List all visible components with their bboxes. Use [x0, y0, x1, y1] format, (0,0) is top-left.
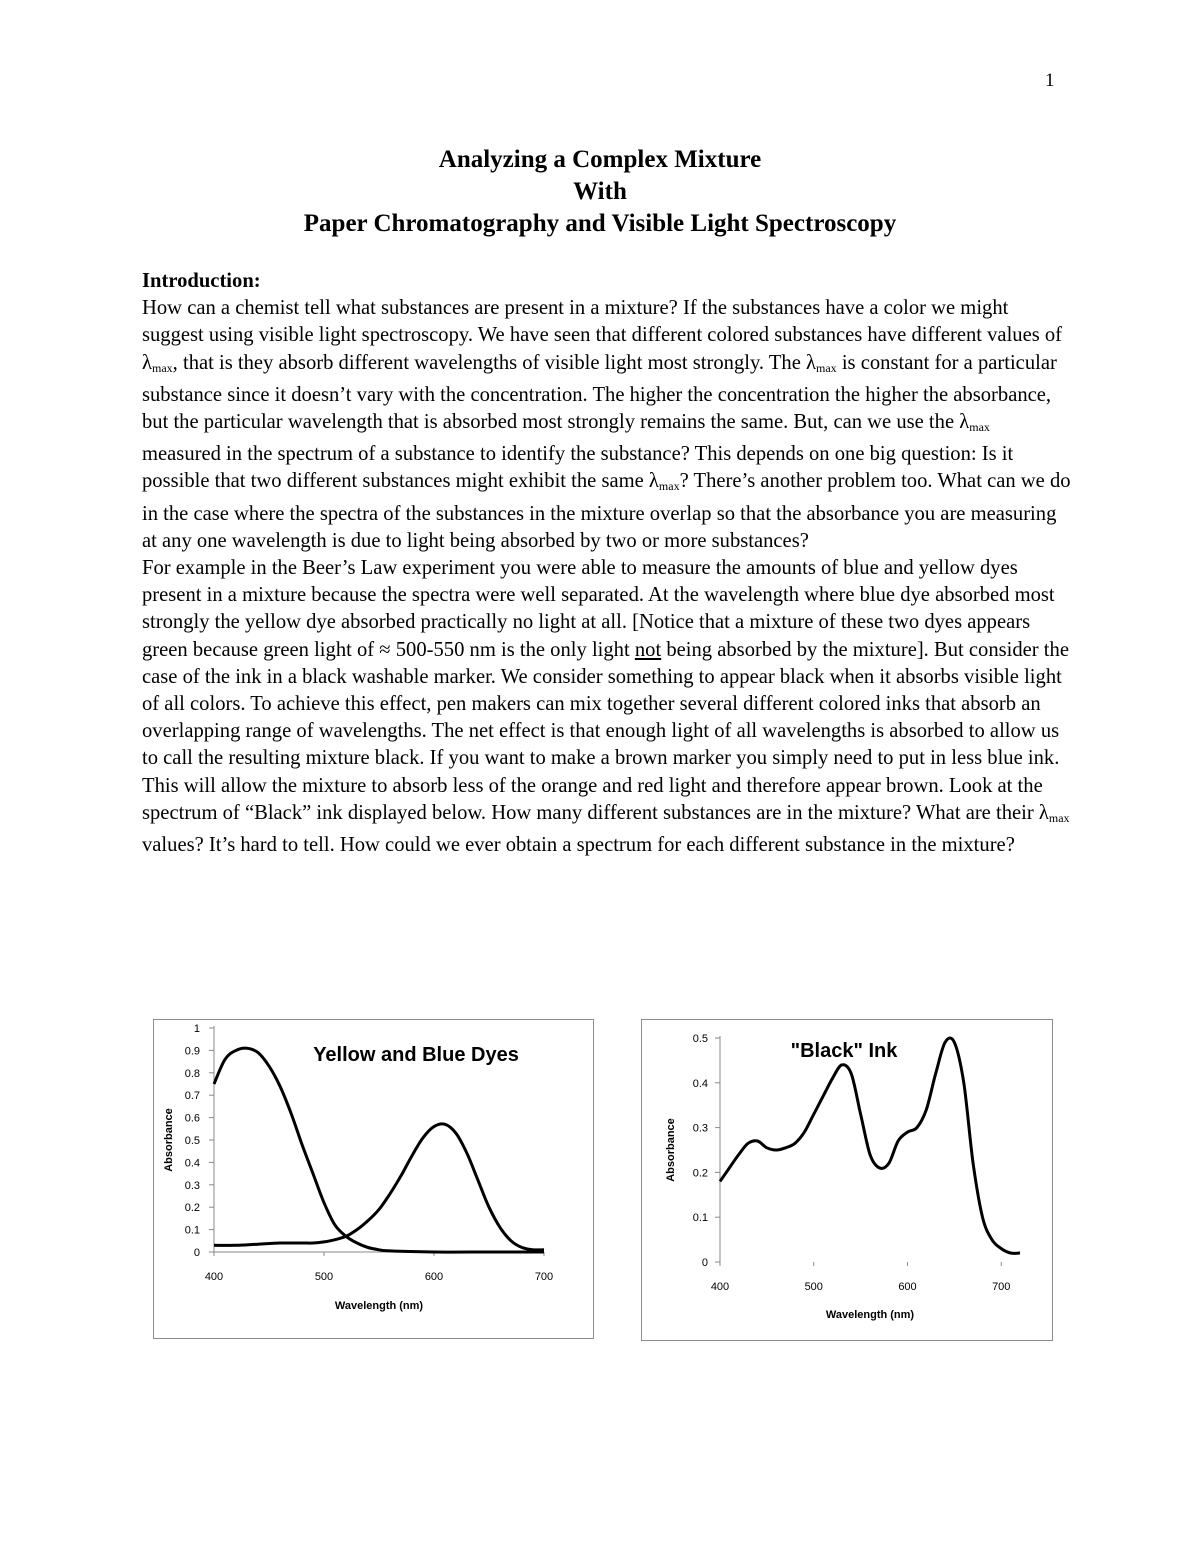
text-run: How can a chemist tell what substances are present in a mixture? If the substances have a color we might suggest using visible light spectroscopy. We have seen that different colored substances have different values of λ	[142, 297, 1063, 374]
lambda-subscript: max	[1048, 810, 1070, 825]
lambda-subscript: max	[969, 420, 990, 435]
x-tick-label: 600	[898, 1281, 917, 1293]
chart-svg	[642, 1020, 1052, 1340]
y-tick-label: 0.9	[184, 1045, 200, 1058]
lambda-subscript: max	[816, 360, 837, 375]
chart-title: Yellow and Blue Dyes	[313, 1044, 519, 1066]
y-tick-label: 0.6	[184, 1112, 200, 1125]
text-run: values? It’s hard to tell. How could we ever obtain a spectrum for each different substance in the mixture?	[142, 834, 1015, 857]
y-tick-label: 0.2	[184, 1202, 200, 1215]
y-tick-label: 0.5	[692, 1033, 708, 1045]
x-tick-label: 500	[804, 1281, 823, 1293]
black-ink-chart	[641, 1019, 1053, 1341]
text-run: ? There’s another problem too. What can we do in the case where the spectra of the substances in the mixture overlap so that the absorbance you are measuring at any one wavelength is due to light being absorbed by two or more substances?	[142, 470, 1071, 552]
y-tick-label: 0.3	[692, 1122, 708, 1135]
series-line-blue-dye	[214, 1124, 544, 1250]
yellow-blue-dyes-chart	[153, 1019, 594, 1339]
chart-title: "Black" Ink	[790, 1040, 898, 1062]
y-tick-label: 0.4	[184, 1157, 200, 1170]
y-tick-label: 0.4	[692, 1077, 708, 1090]
lambda-subscript: max	[152, 360, 173, 375]
lambda-subscript: max	[658, 479, 680, 494]
text-run: , that is they absorb different wavelengths of visible light most strongly. The λ	[172, 351, 817, 374]
y-tick-label: 0.7	[184, 1090, 200, 1103]
series-line-yellow-dye	[214, 1048, 544, 1252]
y-tick-label: 0.3	[184, 1179, 200, 1192]
y-tick-label: 0.5	[184, 1135, 200, 1147]
y-axis-label: Absorbance	[665, 1118, 677, 1182]
y-tick-label: 1	[193, 1023, 200, 1035]
intro-paragraph-1	[142, 295, 1072, 555]
underlined-not: not	[634, 638, 662, 661]
y-tick-label: 0.1	[692, 1212, 708, 1225]
x-tick-label: 400	[204, 1271, 224, 1283]
title-line-2: With	[573, 178, 627, 205]
document-title	[0, 144, 1200, 240]
chart-svg	[154, 1020, 593, 1338]
introduction-section	[142, 268, 1072, 859]
x-axis-label: Wavelength (nm)	[825, 1309, 915, 1321]
text-run: For example in the Beer’s Law experiment you were able to measure the amounts of blue and yellow dyes present in a mixture because the spectra were well separated. At the wavelength where blue dye absorbed most strongly the yellow dye absorbed practically no light at all. [Notice that a mixture of these two dyes appears green because green light of ≈ 500-550 nm is the only light	[142, 557, 1055, 661]
text-run: is constant for a particular substance since it doesn’t vary with the concentration. The higher the concentration the higher the absorbance, but the particular wavelength that is absorbed most strongly remains the same. But, can we use the λ	[142, 351, 1057, 434]
title-line-1: Analyzing a Complex Mixture	[438, 146, 762, 173]
y-tick-label: 0.2	[692, 1167, 708, 1180]
x-tick-label: 700	[992, 1281, 1011, 1293]
page-number: 1	[1045, 70, 1055, 91]
title-line-3: Paper Chromatography and Visible Light Spectroscopy	[303, 210, 897, 237]
text-run: measured in the spectrum of a substance to identify the substance? This depends on one big question: Is it possible that two different substances might exhibit the same λ	[142, 443, 1014, 493]
y-tick-label: 0	[193, 1247, 200, 1259]
x-tick-label: 400	[710, 1281, 730, 1293]
text-run: being absorbed by the mixture]. But consider the case of the ink in a black washable marker. We consider something to appear black when it absorbs visible light of all colors. To achieve this effect, pen makers can mix together several different colored inks that absorb an overlapping range of wavelengths. The net effect is that enough light of all wavelengths is absorbed to allow us to call the resulting mixture black. If you want to make a brown marker you simply need to put in less blue ink. This will allow the mixture to absorb less of the orange and red light and therefore appear brown. Look at the spectrum of “Black” ink displayed below. How many different substances are in the mixture? What are their λ	[142, 638, 1069, 824]
intro-paragraph-2	[142, 555, 1072, 859]
x-tick-label: 700	[534, 1271, 554, 1283]
series-line-black-ink	[720, 1038, 1020, 1253]
y-tick-label: 0.1	[184, 1224, 200, 1237]
y-axis-label: Absorbance	[163, 1108, 175, 1172]
x-tick-label: 600	[424, 1271, 444, 1283]
x-tick-label: 500	[314, 1271, 334, 1283]
introduction-heading: Introduction:	[142, 270, 261, 292]
y-tick-label: 0.8	[184, 1067, 200, 1080]
x-axis-label: Wavelength (nm)	[334, 1300, 424, 1312]
y-tick-label: 0	[701, 1257, 708, 1269]
